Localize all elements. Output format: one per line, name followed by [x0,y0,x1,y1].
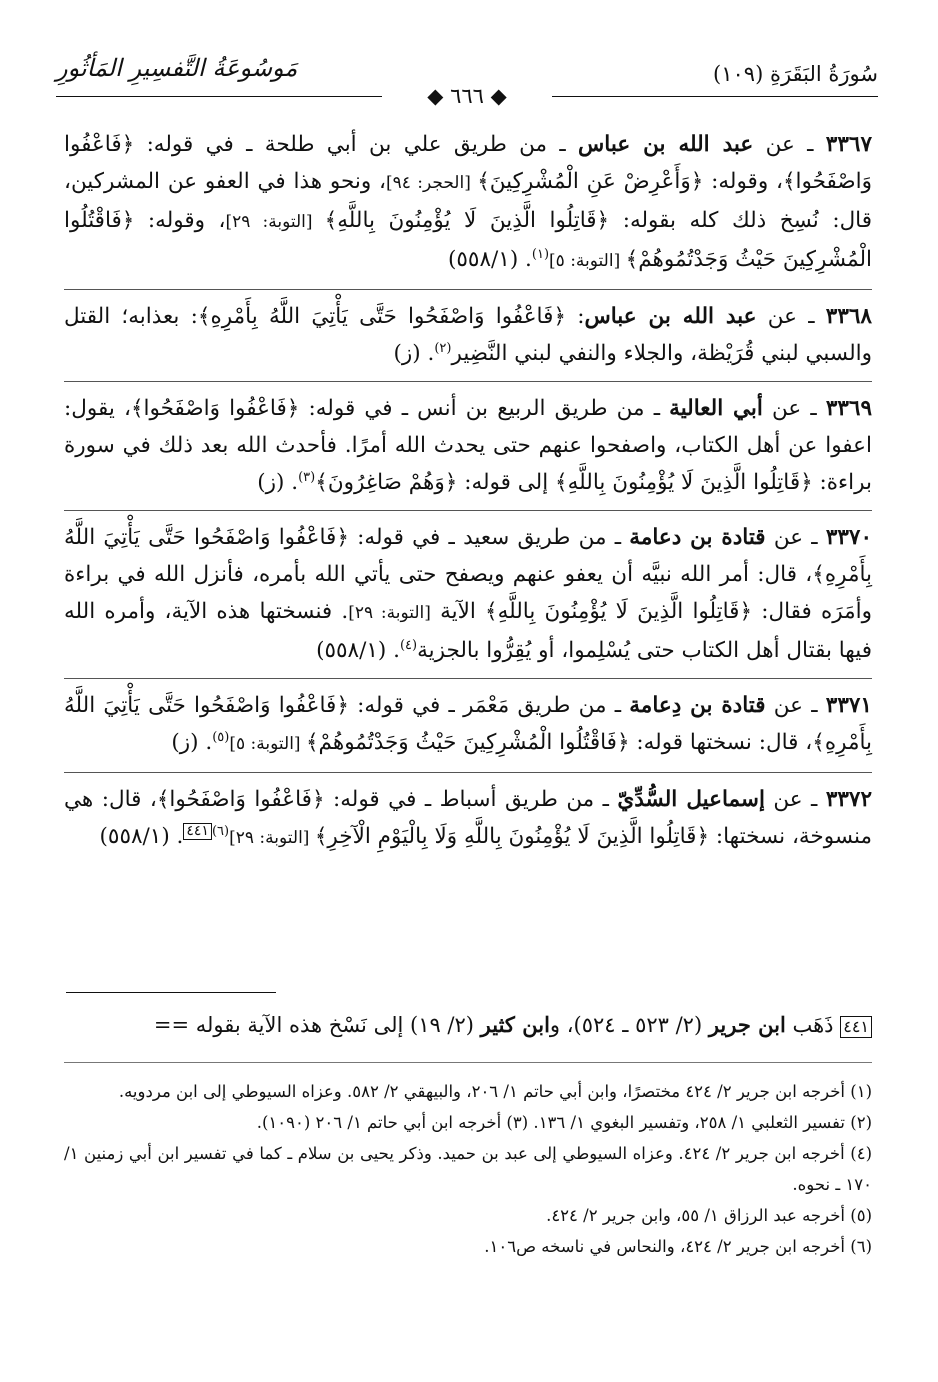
entry-text: ، قال: نسختها قوله: [629,730,813,755]
entry-text: . (ز) [171,730,213,755]
verse-reference: [التوبة: ٢٩] [229,828,315,848]
narration-entry [64,382,872,511]
narrator-name: قتادة بن دعامة [629,525,766,550]
commentary-note [64,1010,872,1040]
entry-text: ـ عن [756,304,826,329]
quran-quote: ﴿فَاعْفُوا وَاصْفَحُوا﴾ [130,396,300,421]
entry-text: ـ عن [765,693,826,718]
entry-text: ، يقول: اعفوا عن أهل الكتاب، واصفحوا عنهم حتى يحدث الله أمرًا. فأحدث الله بعد ذلك في سورة براءة: [64,396,872,495]
narration-entry [64,126,872,290]
entry-number: ٣٣٦٨ [825,304,872,329]
entry-number: ٣٣٧٢ [825,787,873,812]
verse-reference: [التوبة: ٥] [229,734,306,754]
footnote: (١) أخرجه ابن جرير ٢/ ٤٢٤ مختصرًا، وابن أبي حاتم ١/ ٢٠٦، والبيهقي ٢/ ٥٨٢. وعزاه السيوطي إلى ابن مردويه. [118,1082,872,1101]
quran-quote: ﴿فَاعْفُوا وَاصْفَحُوا حَتَّى يَأْتِيَ اللَّهُ بِأَمْرِهِ﴾ [197,304,566,329]
entry-text: ـ عن [765,525,826,550]
entry-text: ـ من طريق أسباط ـ في قوله: [324,787,618,812]
quran-quote: ﴿وَهُمْ صَاغِرُونَ﴾ [315,470,458,495]
entry-text: . (٥٥٨/١) [447,247,532,272]
note-box-number: ٤٤١ [840,1016,872,1038]
footnote-marker: (١) [531,246,550,262]
verse-reference: [التوبة: ٢٩] [225,212,325,232]
entry-text: ، وقوله: [703,169,783,194]
book-title: مَوسُوعَةُ التَّفسِيرِ المَأثُورِ [56,54,298,82]
quran-quote: ﴿فَاعْفُوا وَاصْفَحُوا﴾ [156,787,325,812]
page-number-value: ٦٦٦ [450,84,484,108]
note-text-c: (٢/ ١٩) إلى نَسْخ هذه الآية بقوله == [153,1013,481,1037]
note-name-ibn-jarir: ابن جرير [708,1012,786,1037]
narrator-name: عبد الله بن عباس [584,304,757,329]
narrator-name: أبي العالية [669,396,763,421]
page-header [56,54,878,108]
footnotes [64,1076,872,1262]
narrator-name: إسماعيل السُّدِّيّ [617,787,765,812]
entry-text: ـ من طريق الربيع بن أنس ـ في قوله: [299,396,670,421]
footnote-rule [64,1062,872,1063]
footnote-marker: (٤) [399,637,418,653]
entry-text: ـ من طريق علي بن أبي طلحة ـ في قوله: [134,132,579,157]
entry-text: ، وقوله: [134,208,226,233]
entry-text: ـ من طريق سعيد ـ في قوله: [348,525,630,550]
quran-quote: ﴿قَاتِلُوا الَّذِينَ لَا يُؤْمِنُونَ بِاللَّهِ﴾ [555,470,813,495]
entry-text: . (ز) [393,341,435,366]
footnote-marker: (٢) [434,340,452,356]
narration-entry [64,773,872,866]
quran-quote: ﴿فَاعْفُوا وَاصْفَحُوا حَتَّى يَأْتِيَ اللَّهُ بِأَمْرِهِ﴾ [64,525,872,587]
entry-text: . (٥٥٨/١) [99,824,184,849]
quran-quote: ﴿قَاتِلُوا الَّذِينَ لَا يُؤْمِنُونَ بِاللَّهِ وَلَا بِالْيَوْمِ الْآخِرِ﴾ [314,824,710,849]
note-text-a: ذَهَب [785,1013,841,1037]
footnote-marker: (٦) [211,823,230,839]
verse-reference: [التوبة: ٥] [549,251,626,271]
entry-number: ٣٣٧١ [825,693,872,718]
quran-quote: ﴿قَاتِلُوا الَّذِينَ لَا يُؤْمِنُونَ بِاللَّهِ﴾ [485,599,753,624]
footnote: (٢) تفسير الثعلبي ١/ ٢٥٨، وتفسير البغوي ١/ ١٣٦. (٣) أخرجه ابن أبي حاتم ١/ ٢٠٦ (١٠٩٠). [256,1113,872,1132]
header-rule-right [552,96,878,97]
narration-entry [64,290,872,382]
entry-text: . (٥٥٨/١) [316,638,400,663]
footnote-marker: (٣) [298,469,316,485]
quran-quote: ﴿فَاعْفُوا وَاصْفَحُوا﴾ [64,132,872,194]
footnote-marker: (٥) [212,729,230,745]
entry-text: : [565,304,585,329]
entry-text: ، قال: أمر الله نبيَّه أن يعفو عنهم ويصفح حتى يأتي الله بأمره، فأنزل الله في براءة وأمَرَه فقال: [64,562,872,624]
entry-text: ، ونحو هذا في العفو عن المشركين، قال: نُسِخ ذلك كله بقوله: [64,169,873,233]
verse-reference: [التوبة: ٢٩] [348,603,431,623]
quran-quote: ﴿فَاقْتُلُوا الْمُشْرِكِينَ حَيْثُ وَجَدْتُمُوهُمْ﴾ [305,730,630,755]
entry-number: ٣٣٦٧ [825,132,872,157]
entry-text: ، قال: هي منسوخة، نسختها: [64,787,872,849]
note-box-marker: ٤٤١ [183,823,212,840]
entry-text: . (ز) [257,470,299,495]
note-text-b: (٢/ ٥٢٣ ـ ٥٢٤)، و [549,1013,709,1037]
note-separator [66,992,276,993]
surah-title: سُورَةُ البَقَرَةِ (١٠٩) [713,62,878,86]
entry-text: إلى قوله: [457,470,556,495]
narration-entry [64,679,872,773]
entry-text: ـ عن [764,787,826,812]
note-name-ibn-kathir: ابن كثير [480,1012,550,1037]
entry-text: ـ عن [753,132,826,157]
quran-quote: ﴿وَأَعْرِضْ عَنِ الْمُشْرِكِينَ﴾ [477,169,704,194]
verse-reference: [الحجر: ٩٤] [385,173,478,193]
footnote: (٤) أخرجه ابن جرير ٢/ ٤٢٤. وعزاه السيوطي إلى عبد بن حميد. وذكر يحيى بن سلام ـ كما في تفسير ابن أبي زمنين ١/ ١٧٠ ـ نحوه. [64,1144,873,1194]
quran-quote: ﴿فَاقْتُلُوا الْمُشْرِكِينَ حَيْثُ وَجَدْتُمُوهُمْ﴾ [64,208,872,272]
footnote: (٥) أخرجه عبد الرزاق ١/ ٥٥، وابن جرير ٢/ ٤٢٤. [546,1206,872,1225]
entry-text: : بعذابه؛ القتل والسبي لبني قُرَيْظة، والجلاء والنفي لبني النَّضِير [64,304,872,366]
footnote: (٦) أخرجه ابن جرير ٢/ ٤٢٤، والنحاس في ناسخه ص١٠٦. [484,1237,872,1256]
quran-quote: ﴿قَاتِلُوا الَّذِينَ لَا يُؤْمِنُونَ بِاللَّهِ﴾ [324,208,610,233]
entry-text: . فنسختها هذه الآية، وأمره الله فيها بقتال أهل الكتاب حتى يُسْلِموا، أو يُقِرُّوا بالجزية [64,599,872,663]
narrator-name: قتادة بن دِعامة [629,693,766,718]
narration-entry [64,511,872,679]
entry-text: ـ من طريق مَعْمَر ـ في قوله: [348,693,630,718]
entry-number: ٣٣٧٠ [825,525,873,550]
header-rule-left [56,96,382,97]
entry-text: الآية [430,599,486,624]
narrator-name: عبد الله بن عباس [578,132,754,157]
page-number: ◆ ٦٦٦ ◆ [419,84,515,108]
quran-quote: ﴿فَاعْفُوا وَاصْفَحُوا حَتَّى يَأْتِيَ اللَّهُ بِأَمْرِهِ﴾ [64,693,872,755]
entry-number: ٣٣٦٩ [825,396,873,421]
main-text [64,126,872,866]
entry-text: ـ عن [762,396,826,421]
